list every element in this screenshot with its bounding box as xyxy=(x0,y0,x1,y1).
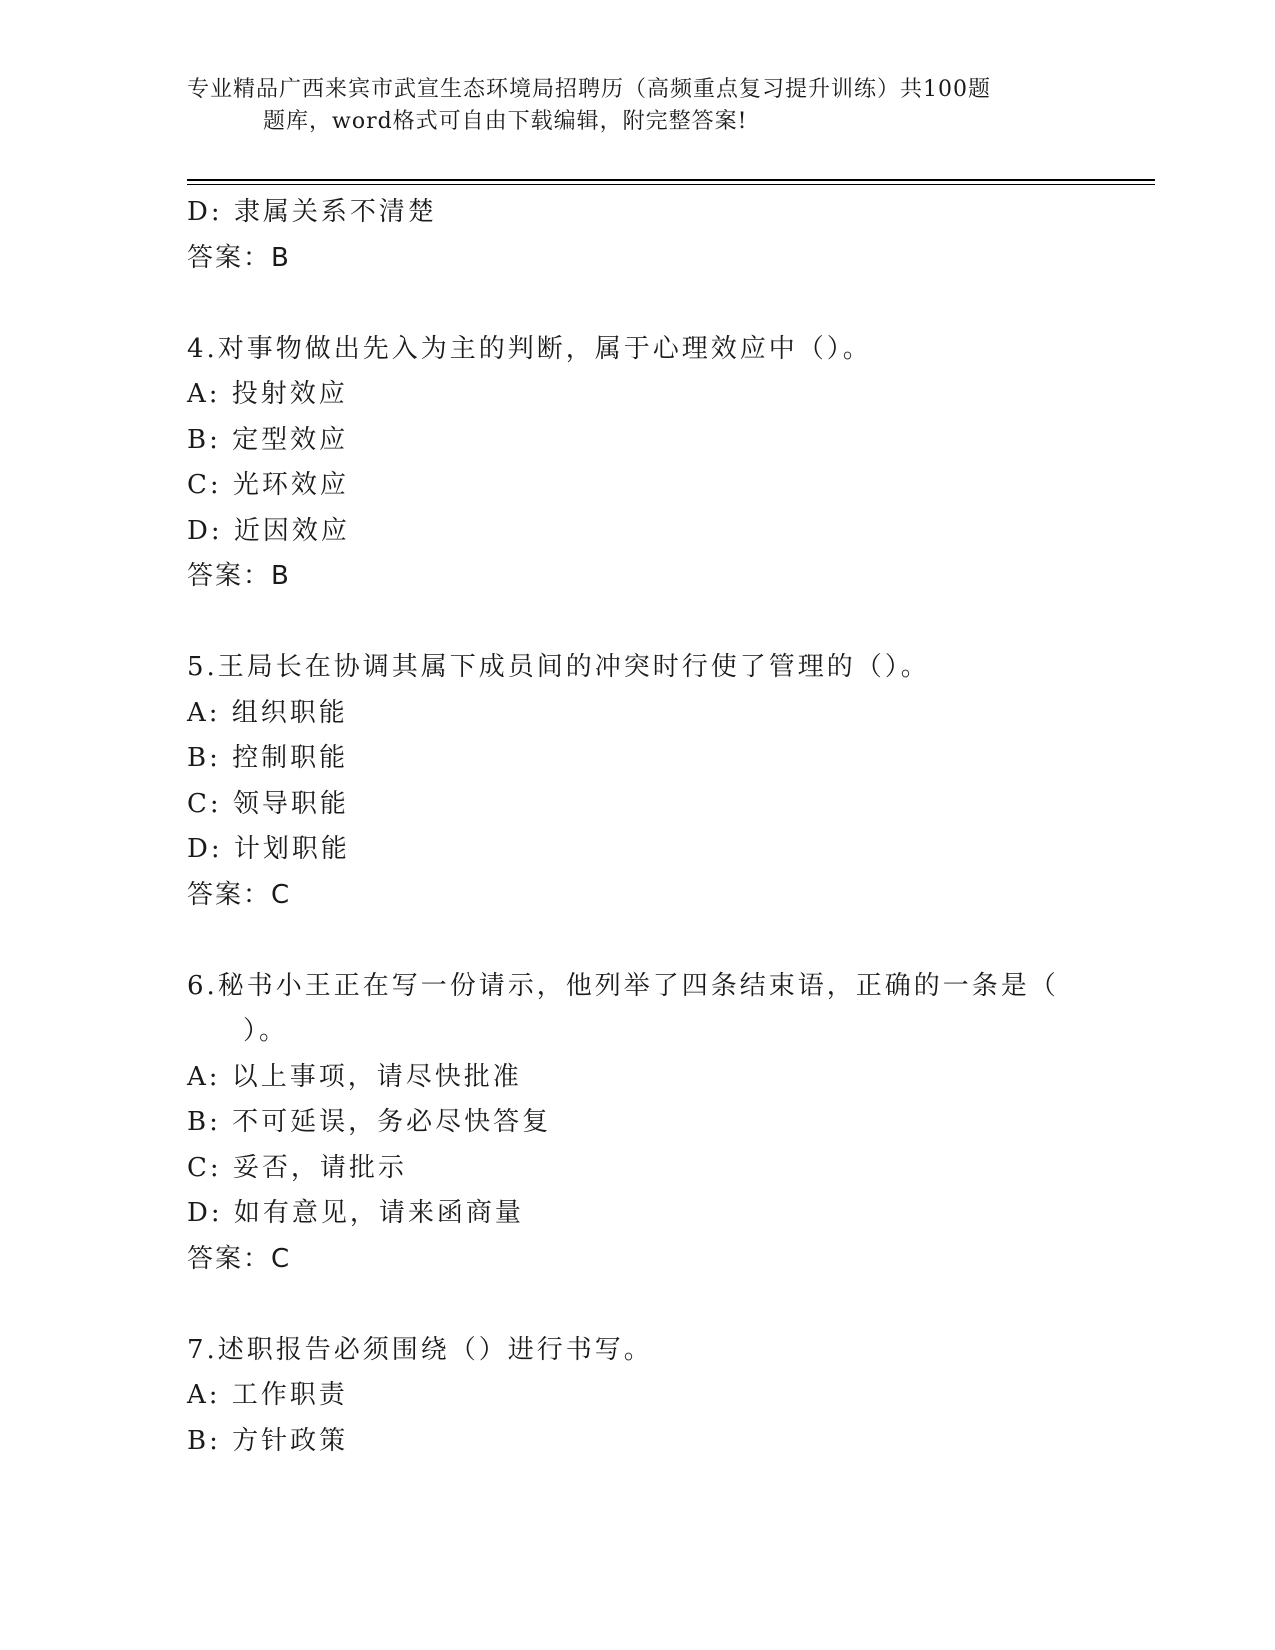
question-stem-continuation: ）。 xyxy=(243,1016,289,1046)
option-c: C: 妥否，请批示 xyxy=(187,1152,407,1183)
option-b: B: 不可延误，务必尽快答复 xyxy=(187,1107,552,1137)
question-stem: 5.王局长在协调其属下成员间的冲突时行使了管理的（）。 xyxy=(187,652,930,682)
question-5 xyxy=(187,645,1127,918)
document-title-line-2: 题库，word格式可自由下载编辑，附完整答案! xyxy=(263,109,748,134)
question-stem: 4.对事物做出先入为主的判断，属于心理效应中（）。 xyxy=(187,333,872,364)
option-a: A: 工作职责 xyxy=(187,1380,348,1410)
question-list xyxy=(187,190,1127,1464)
option-b: B: 方针政策 xyxy=(187,1425,349,1456)
document-title-line-1: 专业精品广西来宾市武宣生态环境局招聘历（高频重点复习提升训练）共100题 xyxy=(187,77,991,102)
question-6 xyxy=(187,964,1127,1283)
spacer xyxy=(187,281,1127,327)
option-a: A: 投射效应 xyxy=(187,379,348,409)
question-7 xyxy=(187,1328,1127,1465)
option-b: B: 控制职能 xyxy=(187,743,349,773)
option-d: D: 隶属关系不清楚 xyxy=(187,197,437,227)
answer: 答案：B xyxy=(187,561,291,591)
spacer xyxy=(187,918,1127,964)
spacer xyxy=(187,1282,1127,1328)
option-b: B: 定型效应 xyxy=(187,424,349,455)
spacer xyxy=(187,600,1127,646)
option-c: C: 光环效应 xyxy=(187,470,349,500)
option-d: D: 近因效应 xyxy=(187,515,350,546)
question-stem: 6.秘书小王正在写一份请示，他列举了四条结束语，正确的一条是（ xyxy=(187,970,1059,1001)
document-title xyxy=(187,74,1077,138)
question-4 xyxy=(187,327,1127,600)
header-rule-thin xyxy=(187,184,1155,185)
option-a: A: 以上事项，请尽快批准 xyxy=(187,1061,522,1092)
header-rule-thick xyxy=(187,179,1155,181)
option-d: D: 计划职能 xyxy=(187,834,350,864)
answer: 答案：C xyxy=(187,1243,292,1274)
question-stem: 7.述职报告必须围绕（）进行书写。 xyxy=(187,1334,653,1365)
answer: 答案：B xyxy=(187,242,291,273)
option-a: A: 组织职能 xyxy=(187,697,348,728)
option-c: C: 领导职能 xyxy=(187,788,349,819)
answer: 答案：C xyxy=(187,879,292,910)
option-d: D: 如有意见，请来函商量 xyxy=(187,1198,524,1228)
